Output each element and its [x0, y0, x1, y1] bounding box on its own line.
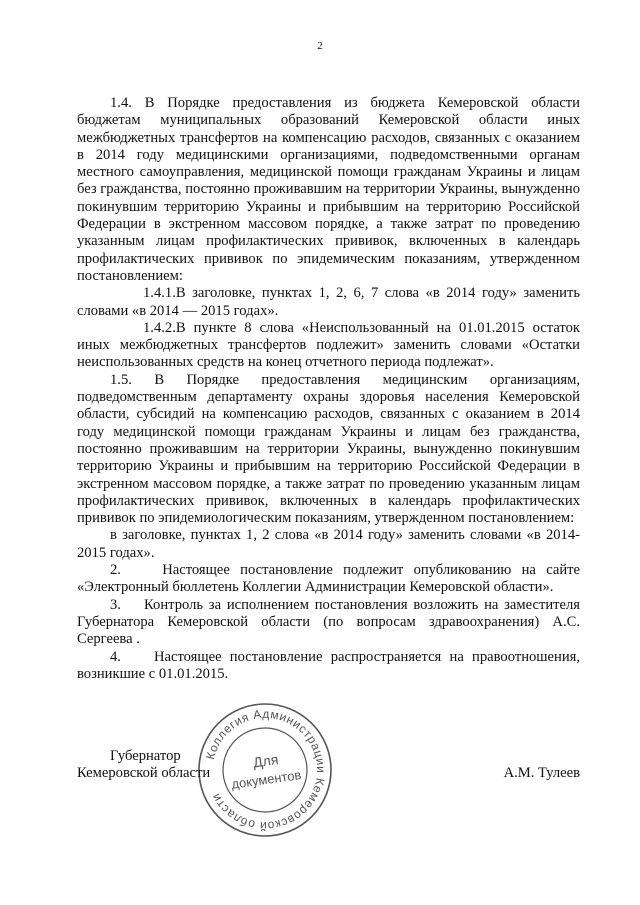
paragraph-text: В пункте 8 слова «Неиспользованный на 01.01.2015 остаток иных межбюджетных трансфертов подлежит» заменить словами «Остатки неиспользованных средств на конец отчетного периода подлежат». — [77, 319, 580, 371]
paragraph-3 — [77, 597, 580, 649]
paragraph-text: Настоящее постановление подлежит опубликованию на сайте «Электронный бюллетень Коллегии Администрации Кемеровской области». — [77, 562, 581, 596]
document-body — [77, 95, 580, 683]
stamp-ring-text: Коллегия Администрации Кемеровской области — [203, 706, 329, 834]
signatory-title: Губернатор — [110, 748, 181, 764]
paragraph-1-5 — [77, 372, 580, 528]
paragraph-text: В заголовке, пунктах 1, 2, 6, 7 слова «в 2014 году» заменить словами «в 2014 — 2015 годах». — [77, 285, 580, 319]
signatory-name: А.М. Тулеев — [503, 765, 580, 781]
paragraph-text: Контроль за исполнением постановления возложить на заместителя Губернатора Кемеровской области (по вопросам здравоохранения) А.С. Сергеева . — [77, 596, 580, 648]
paragraph-number: 2. — [110, 562, 121, 579]
paragraph-number: 1.4.2. — [143, 319, 176, 336]
paragraph-text: Настоящее постановление распространяется на правоотношения, возникшие с 01.01.2015. — [77, 648, 581, 682]
stamp-outer-ring — [199, 704, 331, 836]
paragraph-1-4-2 — [77, 320, 580, 372]
paragraph-4 — [77, 649, 580, 684]
paragraph-2 — [77, 562, 580, 597]
paragraph-1-5-amendment — [77, 527, 580, 562]
page-number: 2 — [317, 40, 323, 52]
paragraph-number: 4. — [110, 648, 121, 665]
stamp-center-line2: документов — [230, 767, 303, 792]
paragraph-text: 1.5. В Порядке предоставления медицинским организациям, подведомственным департаменту охраны здоровья населения Кемеровской области, субсидий на компенсацию расходов, связанных с оказанием в 2014 году медицинской помощи гражданам Украины и лицам без гражданства, постоянно проживавшим на территории Украины, вынужденно покинувшим территорию Украины и прибывшим на территорию Российской Федерации в экстренном массовом порядке, а также затрат по проведению указанным лицам профилактических прививок, включенных в календарь профилактических прививок по эпидемиологическим показаниям, утвержденном постановлением: — [77, 371, 580, 527]
official-stamp — [195, 700, 335, 840]
paragraph-1-4-1 — [77, 285, 580, 320]
signatory-region: Кемеровской области — [77, 765, 211, 781]
paragraph-1-4 — [77, 95, 580, 285]
paragraph-text: в заголовке, пунктах 1, 2 слова «в 2014 году» заменить словами «в 2014-2015 годах». — [77, 527, 580, 561]
stamp-center-line1: Для — [252, 751, 280, 771]
paragraph-number: 1.4.1. — [143, 285, 176, 302]
paragraph-text: 1.4. В Порядке предоставления из бюджета Кемеровской области бюджетам муниципальных образований Кемеровской области иных межбюджетных трансфертов на компенсацию расходов, связанных с оказанием в 2014 году медицинскими организациями, подведомственными органам местного самоуправления, медицинской помощи гражданам Украины и лицам без гражданства, постоянно проживавшим на территории Украины, вынужденно покинувшим территорию Украины и прибывшим на территорию Российской Федерации в экстренном массовом порядке, а также затрат по проведению указанным лицам профилактических прививок, включенных в календарь профилактических прививок по эпидемическим показаниям, утвержденном постановлением: — [77, 95, 580, 284]
paragraph-number: 3. — [110, 596, 121, 613]
